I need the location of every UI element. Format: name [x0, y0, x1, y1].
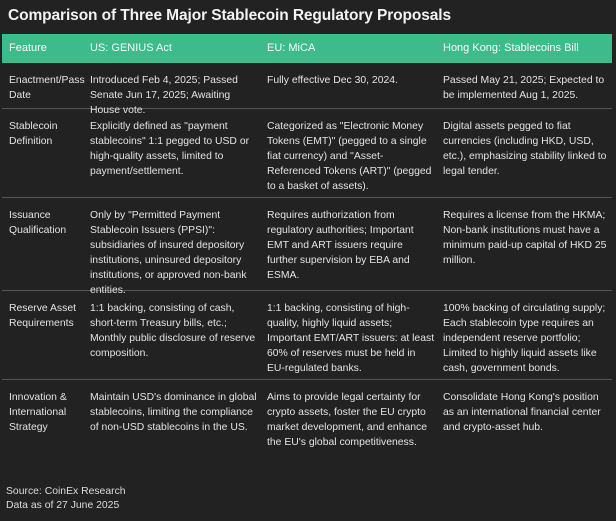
eu-cell: Categorized as "Electronic Money Tokens (EMT)" (pegged to a single fiat currency) and "Asset-Referenced Tokens (ART)" (pegged to a basket of assets).: [267, 121, 432, 192]
eu-cell: 1:1 backing, consisting of high-quality, highly liquid assets; Important EMT/ART issuers: at least 60% of reserves must be held in EU-regulated banks.: [267, 303, 435, 374]
data-date-note: Data as of 27 June 2025: [6, 500, 120, 511]
header-eu: EU: MiCA: [267, 42, 316, 54]
comparison-table: [2, 34, 612, 452]
eu-cell: Aims to provide legal certainty for crypto assets, foster the EU crypto market development, and enhance the EU's global competitiveness.: [267, 392, 428, 448]
table-row-definition: [2, 109, 612, 198]
hk-cell: Passed May 21, 2025; Expected to be implemented Aug 1, 2025.: [443, 75, 605, 101]
us-cell: Explicitly defined as "payment stablecoins" 1:1 pegged to USD or high-quality assets, limited to payment/settlement.: [90, 121, 250, 177]
feature-cell: Enactment/Pass Date: [9, 75, 85, 101]
hk-cell: Consolidate Hong Kong's position as an international financial center and crypto-asset hub.: [443, 392, 601, 433]
us-cell: Introduced Feb 4, 2025; Passed Senate Jun 17, 2025; Awaiting House vote.: [90, 75, 238, 116]
eu-cell: Requires authorization from regulatory authorities; Important EMT and ART issuers require further supervision by EBA and ESMA.: [267, 210, 414, 281]
us-cell: Maintain USD's dominance in global stablecoins, limiting the compliance of non-USD stablecoins in the US.: [90, 392, 257, 433]
table-header: [2, 34, 612, 63]
eu-cell: Fully effective Dec 30, 2024.: [267, 75, 398, 86]
hk-cell: Requires a license from the HKMA; Non-bank institutions must have a minimum paid-up capital of HKD 25 million.: [443, 210, 607, 266]
us-cell: 1:1 backing, consisting of cash, short-term Treasury bills, etc.; Monthly public disclosure of reserve composition.: [90, 303, 256, 359]
header-hk: Hong Kong: Stablecoins Bill: [443, 42, 579, 54]
us-cell: Only by "Permitted Payment Stablecoin Issuers (PPSI)": subsidiaries of insured depository institutions, uninsured depository institutions, or approved non-bank entities.: [90, 210, 247, 296]
header-feature: Feature: [9, 42, 47, 54]
feature-cell: Stablecoin Definition: [9, 121, 58, 147]
footer: [6, 485, 126, 513]
feature-cell: Reserve Asset Requirements: [9, 303, 76, 329]
table-row-issuance: [2, 198, 612, 296]
table-row-strategy: [2, 380, 612, 452]
feature-cell: Issuance Qualification: [9, 210, 67, 236]
table-row-reserve: [2, 291, 612, 380]
page-title: Comparison of Three Major Stablecoin Regulatory Proposals: [8, 7, 452, 24]
feature-cell: Innovation & International Strategy: [9, 392, 67, 433]
source-note: Source: CoinEx Research: [6, 486, 126, 497]
header-us: US: GENIUS Act: [90, 42, 172, 54]
table-row-enactment: [2, 63, 612, 116]
hk-cell: 100% backing of circulating supply; Each stablecoin type requires an independent reserve portfolio; Limited to highly liquid assets like cash, government bonds.: [443, 303, 606, 374]
hk-cell: Digital assets pegged to fiat currencies (including HKD, USD, etc.), emphasizing stability linked to legal tender.: [443, 121, 607, 177]
